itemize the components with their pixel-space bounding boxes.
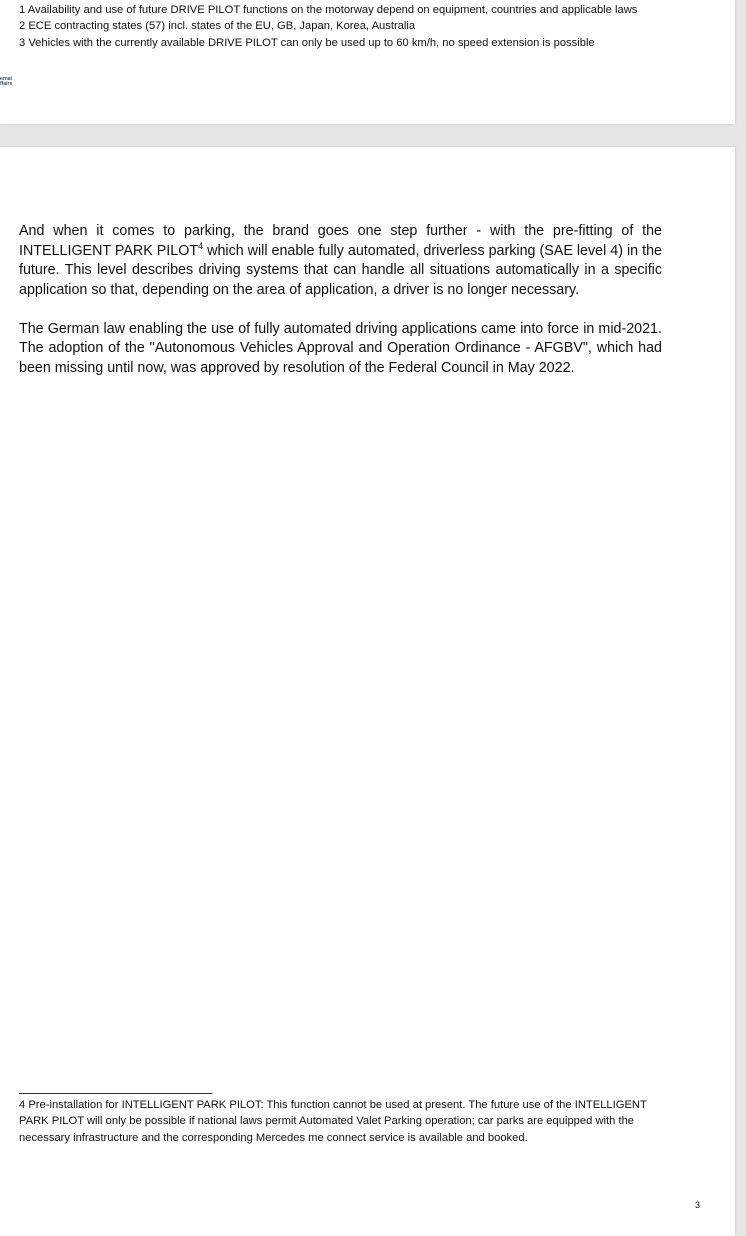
footnote-4: 4 Pre-installation for INTELLIGENT PARK PILOT: This function cannot be used at present. The future use of the INTELLIGENT PARK PILOT will only be possible if national laws permit Automated Valet Parking operation; car parks are equipped with the necessary infrastructure and the corresponding Mercedes me connect service is available and booked.	[19, 1099, 647, 1144]
margin-label-line-2: ffairs	[0, 81, 13, 87]
paragraph-german-law: The German law enabling the use of fully automated driving applications came into force in mid-2021. The adoption of the "Autonomous Vehicles Approval and Operation Ordinance - AFGBV", which had been missing until now, was approved by resolution of the Federal Council in May 2022.	[19, 320, 662, 376]
footnote-2: 2 ECE contracting states (57) incl. states of the EU, GB, Japan, Korea, Australia	[19, 20, 416, 33]
footnote-1: 1 Availability and use of future DRIVE PILOT functions on the motorway depend on equipment, countries and applicable laws	[19, 4, 638, 16]
page-number: 3	[695, 1200, 701, 1210]
previous-page-footnotes	[19, 2, 719, 51]
paragraph-parking-text-end: which will enable fully automated, driverless parking (SAE level 4) in the future. This level describes driving systems that can handle all situations automatically in a specific application so that, depending on the area of application, a driver is no longer necessary.	[19, 242, 662, 298]
paragraph-parking	[19, 222, 662, 300]
footnote-reference-4[interactable]: 4	[198, 240, 204, 251]
footnote-3: 3 Vehicles with the currently available DRIVE PILOT can only be used up to 60 km/h, no speed extension is possible	[19, 36, 595, 49]
body-text	[19, 222, 662, 398]
current-page	[0, 147, 735, 1236]
margin-label	[0, 77, 12, 87]
margin-label-line-1: ernal	[0, 76, 12, 82]
previous-page	[0, 0, 735, 124]
paragraph-parking-text-start: And when it comes to parking, the brand goes one step further - with the pre-fitting of the INTELLIGENT PARK PILOT	[19, 223, 662, 259]
footnote-divider	[19, 1093, 212, 1094]
